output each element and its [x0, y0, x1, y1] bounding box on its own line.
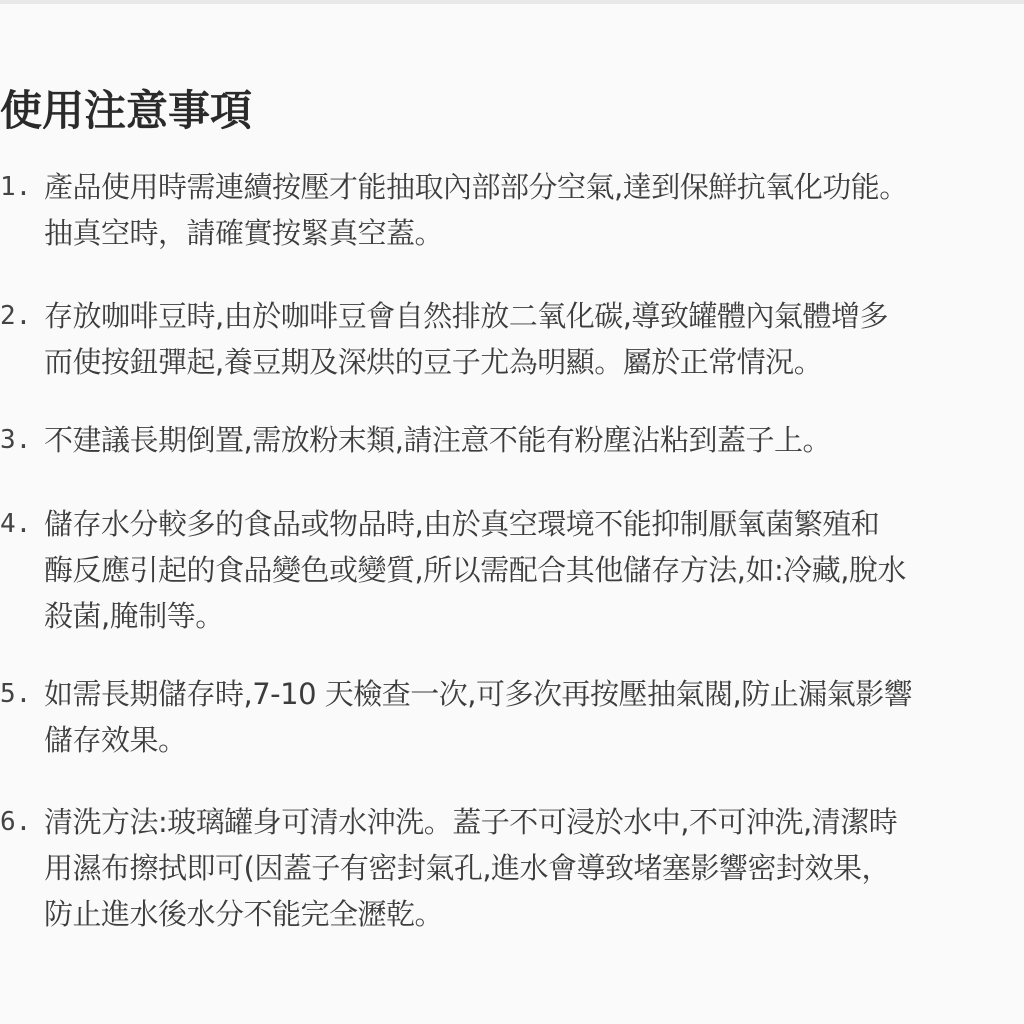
item-text-line: 酶反應引起的食品變色或變質,所以需配合其他儲存方法,如:冷藏,脫水 — [44, 553, 906, 587]
item-text-line: 防止進水後水分不能完全瀝乾。 — [44, 897, 444, 931]
item-number: 1. — [0, 172, 32, 202]
item-text-line: 用濕布擦拭即可(因蓋子有密封氣孔,進水會導致堵塞影響密封效果， — [44, 851, 891, 885]
item-number: 4. — [0, 509, 32, 539]
item-text-line: 如需長期儲存時,7-10 天檢查一次,可多次再按壓抽氣閥,防止漏氣影響 — [44, 677, 913, 711]
list-item — [0, 293, 1024, 385]
list-item — [0, 671, 1024, 763]
item-number: 5. — [0, 679, 32, 709]
item-text-line: 不建議長期倒置,需放粉末類,請注意不能有粉塵沾粘到蓋子上。 — [44, 423, 831, 457]
list-item — [0, 799, 1024, 937]
page-title: 使用注意事項 — [0, 86, 253, 135]
list-item — [0, 164, 1024, 256]
item-text-line: 殺菌,腌制等。 — [44, 599, 224, 633]
top-divider — [0, 0, 1024, 4]
list-item — [0, 501, 1024, 639]
item-text-line: 儲存效果。 — [44, 723, 187, 757]
item-number: 6. — [0, 807, 32, 837]
item-text-line: 儲存水分較多的食品或物品時,由於真空環境不能抑制厭氧菌繁殖和 — [44, 507, 880, 541]
item-text-line: 而使按鈕彈起,養豆期及深烘的豆子尤為明顯。屬於正常情況。 — [44, 345, 823, 379]
item-text-line: 清洗方法:玻璃罐身可清水沖洗。蓋子不可浸於水中,不可沖洗,清潔時 — [44, 805, 898, 839]
item-text-line: 抽真空時，請確實按緊真空蓋。 — [44, 216, 444, 250]
item-number: 2. — [0, 301, 32, 331]
list-item — [0, 417, 1024, 463]
item-text-line: 存放咖啡豆時,由於咖啡豆會自然排放二氧化碳,導致罐體內氣體增多 — [44, 299, 888, 333]
item-text-line: 產品使用時需連續按壓才能抽取內部部分空氣,達到保鮮抗氧化功能。 — [44, 170, 908, 204]
item-number: 3. — [0, 425, 32, 455]
